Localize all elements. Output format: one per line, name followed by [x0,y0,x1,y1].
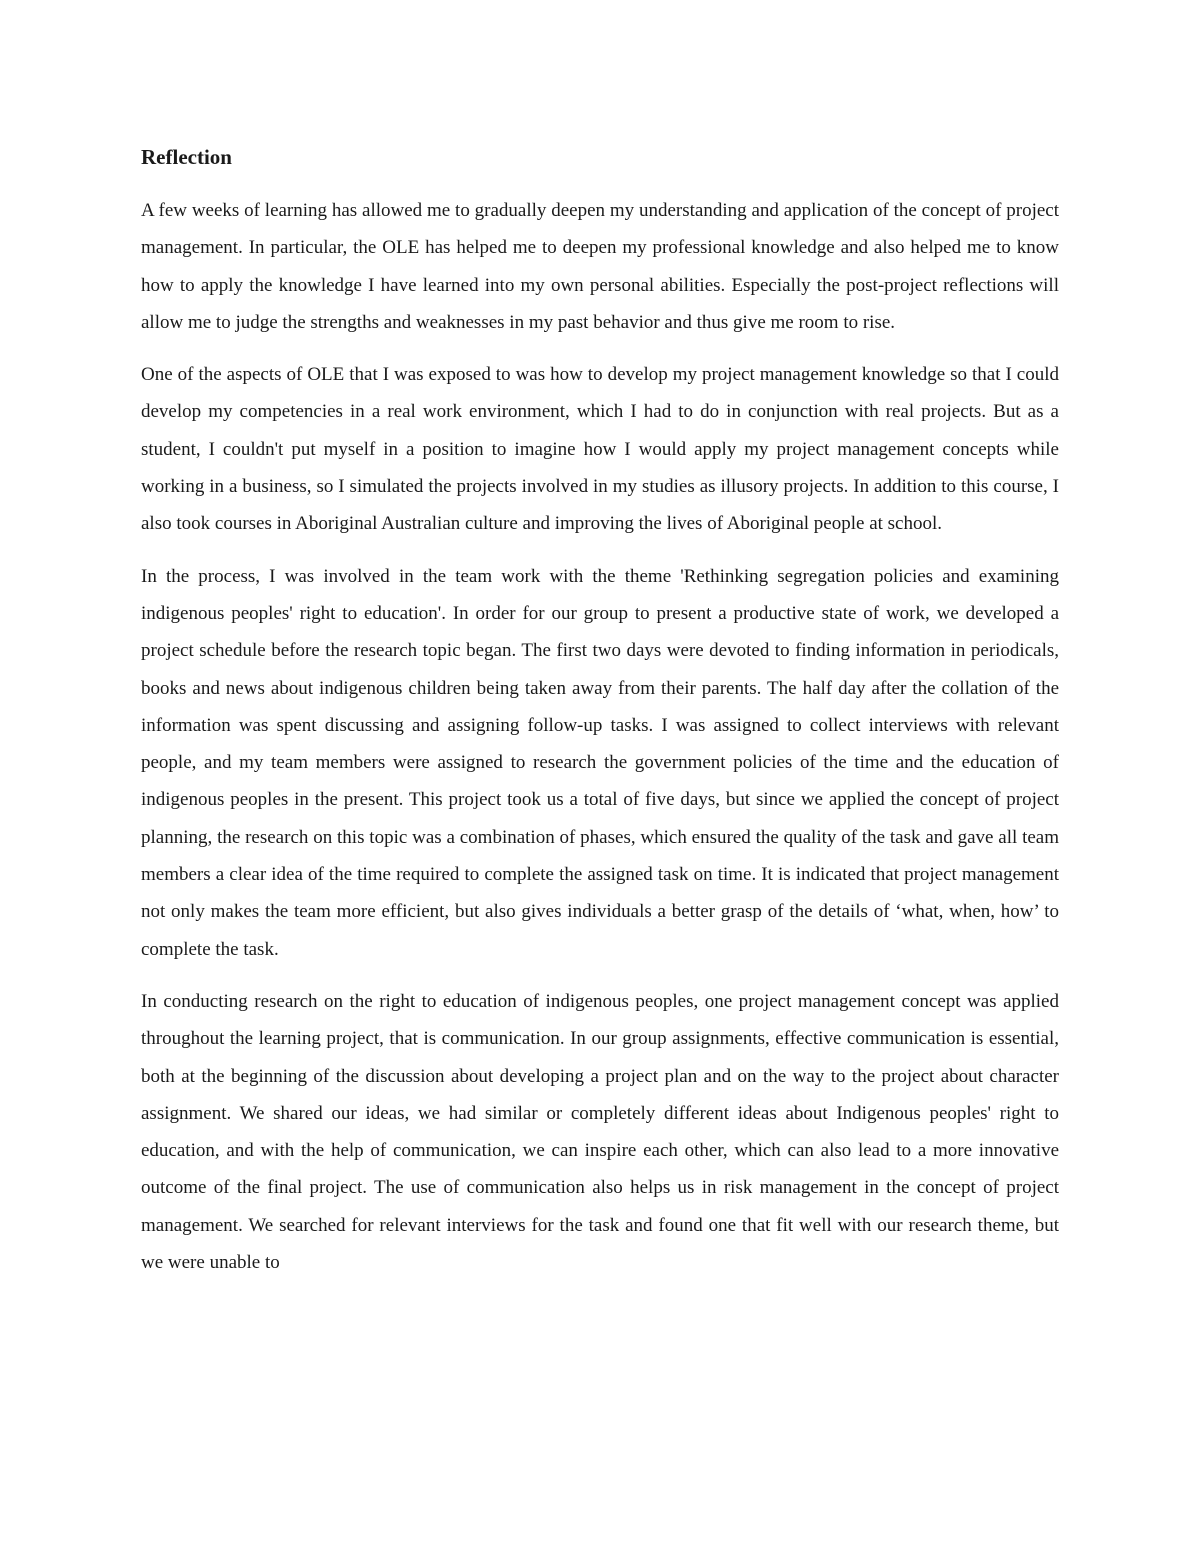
paragraph-1: A few weeks of learning has allowed me to gradually deepen my understanding and application of the concept of project management. In particular, the OLE has helped me to deepen my professional knowledge and also helped me to know how to apply the knowledge I have learned into my own personal abilities. Especially the post-project reflections will allow me to judge the strengths and weaknesses in my past behavior and thus give me room to rise. [141,200,1059,333]
paragraph-2: One of the aspects of OLE that I was exposed to was how to develop my project management knowledge so that I could develop my competencies in a real work environment, which I had to do in conjunction with real projects. But as a student, I couldn't put myself in a position to imagine how I would apply my project management concepts while working in a business, so I simulated the projects involved in my studies as illusory projects. In addition to this course, I also took courses in Aboriginal Australian culture and improving the lives of Aboriginal people at school. [141,364,1059,535]
document-title: Reflection [141,145,232,169]
paragraph-4: In conducting research on the right to education of indigenous peoples, one project management concept was applied throughout the learning project, that is communication. In our group assignments, effective communication is essential, both at the beginning of the discussion about developing a project plan and on the way to the project about character assignment. We shared our ideas, we had similar or completely different ideas about Indigenous peoples' right to education, and with the help of communication, we can inspire each other, which can also lead to a more innovative outcome of the final project. The use of communication also helps us in risk management in the concept of project management. We searched for relevant interviews for the task and found one that fit well with our research theme, but we were unable to [141,990,1059,1274]
paragraph-3: In the process, I was involved in the team work with the theme 'Rethinking segregation policies and examining indigenous peoples' right to education'. In order for our group to present a productive state of work, we developed a project schedule before the research topic began. The first two days were devoted to finding information in periodicals, books and news about indigenous children being taken away from their parents. The half day after the collation of the information was spent discussing and assigning follow-up tasks. I was assigned to collect interviews with relevant people, and my team members were assigned to research the government policies of the time and the education of indigenous peoples in the present. This project took us a total of five days, but since we applied the concept of project planning, the research on this topic was a combination of phases, which ensured the quality of the task and gave all team members a clear idea of the time required to complete the assigned task on time. It is indicated that project management not only makes the team more efficient, but also gives individuals a better grasp of the details of ‘what, when, how’ to complete the task. [141,565,1059,960]
document-body [141,143,1059,1296]
